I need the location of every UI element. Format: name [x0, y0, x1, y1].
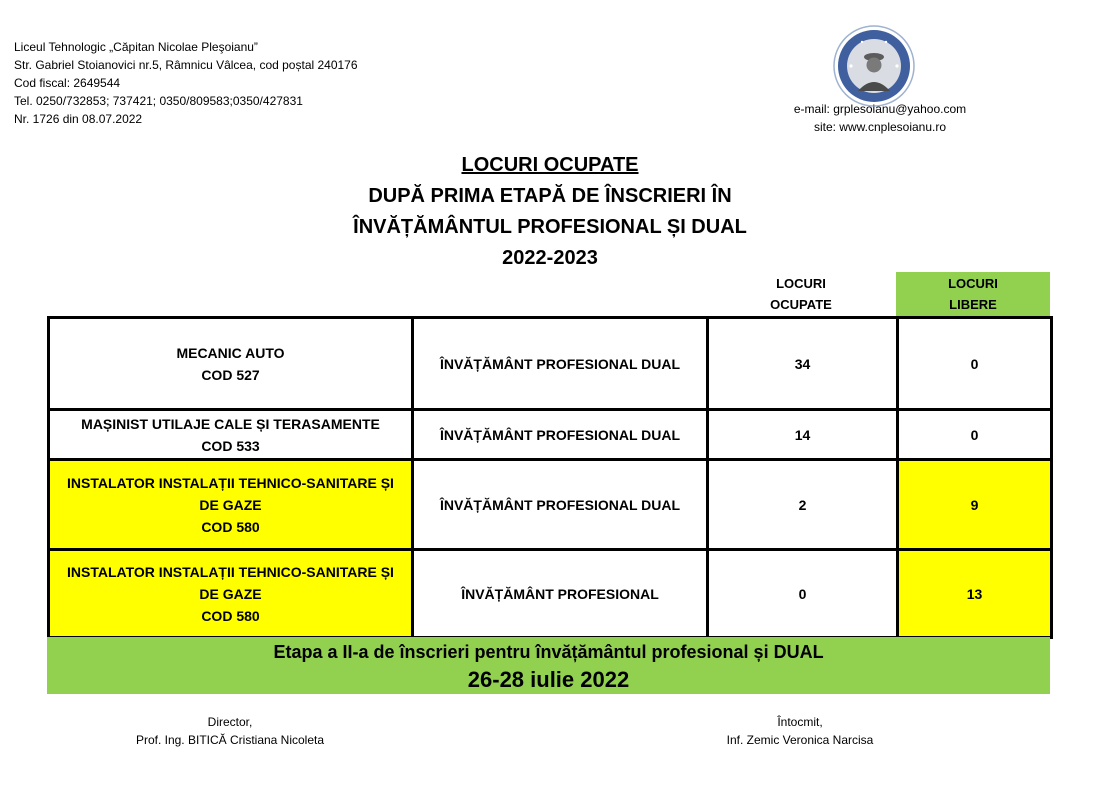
occupied-places-cell: 0 [708, 550, 898, 638]
document-title [250, 150, 850, 274]
education-type-cell: ÎNVĂȚĂMÂNT PROFESIONAL DUAL [413, 318, 708, 410]
qualification-cell [49, 550, 413, 638]
school-header [14, 38, 358, 128]
qualification-name: MECANIC AUTO [176, 344, 285, 361]
column-header-occupied-l1: LOCURI [776, 276, 826, 291]
school-name: Liceul Tehnologic „Căpitan Nicolae Pleşoianu” [14, 40, 258, 54]
title-line-2: DUPĂ PRIMA ETAPĂ DE ÎNSCRIERI ÎN [368, 185, 732, 207]
school-address: Str. Gabriel Stoianovici nr.5, Râmnicu Vâlcea, cod poștal 240176 [14, 58, 358, 72]
education-type-cell: ÎNVĂȚĂMÂNT PROFESIONAL DUAL [413, 460, 708, 550]
table-row [49, 460, 1052, 550]
second-stage-text: Etapa a II-a de înscrieri pentru învățământul profesional și DUAL [273, 642, 824, 662]
title-line-1: LOCURI OCUPATE [461, 154, 639, 176]
qualification-cell [49, 318, 413, 410]
education-type-cell: ÎNVĂȚĂMÂNT PROFESIONAL DUAL [413, 410, 708, 460]
title-year: 2022-2023 [502, 247, 598, 269]
second-stage-banner [47, 637, 1050, 694]
registration-number: Nr. 1726 din 08.07.2022 [14, 112, 143, 126]
director-signature [120, 713, 340, 749]
site-text: site: www.cnplesoianu.ro [813, 120, 947, 134]
occupied-places-cell: 14 [708, 410, 898, 460]
director-name: Prof. Ing. BITICĂ Cristiana Nicoleta [135, 733, 325, 747]
free-places-cell: 0 [898, 318, 1052, 410]
qualification-name: INSTALATOR INSTALAȚII TEHNICO-SANITARE ȘI [67, 563, 394, 580]
occupied-places-cell: 34 [708, 318, 898, 410]
qualification-code: COD 580 [201, 518, 260, 535]
qualification-code: COD 533 [201, 437, 260, 454]
qualification-name-cont: DE GAZE [199, 585, 262, 602]
occupied-places-cell: 2 [708, 460, 898, 550]
column-header-occupied [706, 272, 896, 316]
author-name: Inf. Zemic Veronica Narcisa [726, 733, 874, 747]
column-header-free [896, 272, 1050, 316]
free-places-cell: 9 [898, 460, 1052, 550]
school-fiscal-code: Cod fiscal: 2649544 [14, 76, 121, 90]
director-role: Director, [207, 715, 253, 729]
qualification-cell [49, 410, 413, 460]
table-row [49, 318, 1052, 410]
author-role: Întocmit, [777, 715, 823, 729]
free-places-cell: 13 [898, 550, 1052, 638]
free-places-cell: 0 [898, 410, 1052, 460]
second-stage-dates: 26-28 iulie 2022 [467, 667, 630, 692]
column-header-free-l1: LOCURI [948, 276, 998, 291]
qualification-name-cont: DE GAZE [199, 496, 262, 513]
qualification-name: INSTALATOR INSTALAȚII TEHNICO-SANITARE ȘI [67, 474, 394, 491]
contact-info [770, 100, 990, 136]
qualification-code: COD 527 [201, 366, 260, 383]
author-signature [690, 713, 910, 749]
email-text: e-mail: grplesoianu@yahoo.com [793, 102, 967, 116]
qualification-name: MAȘINIST UTILAJE CALE ȘI TERASAMENTE [81, 415, 380, 432]
places-table [47, 316, 1053, 639]
school-phone: Tel. 0250/732853; 737421; 0350/809583;0350/427831 [14, 94, 303, 108]
column-header-occupied-l2: OCUPATE [770, 297, 832, 312]
table-row [49, 550, 1052, 638]
qualification-code: COD 580 [201, 607, 260, 624]
qualification-cell [49, 460, 413, 550]
column-header-free-l2: LIBERE [949, 297, 997, 312]
title-line-3: ÎNVĂȚĂMÂNTUL PROFESIONAL ȘI DUAL [353, 216, 747, 238]
education-type-cell: ÎNVĂȚĂMÂNT PROFESIONAL [413, 550, 708, 638]
table-row [49, 410, 1052, 460]
school-seal-logo [833, 25, 915, 107]
